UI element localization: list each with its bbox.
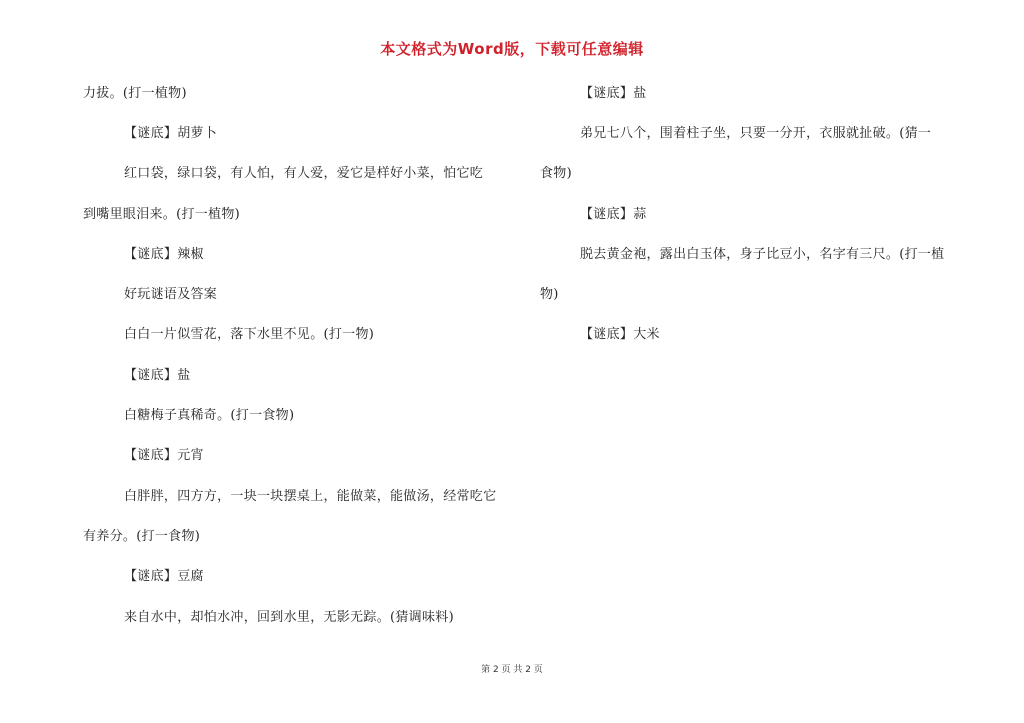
text-line: 白胖胖，四方方，一块一块摆桌上，能做菜，能做汤，经常吃它	[124, 489, 497, 504]
text-line: 红口袋，绿口袋，有人怕，有人爱，爱它是样好小菜，怕它吃	[124, 166, 484, 181]
answer-line: 【谜底】盐	[124, 368, 191, 383]
answer-line: 【谜底】盐	[580, 86, 647, 101]
section-heading: 好玩谜语及答案	[124, 287, 218, 302]
text-line: 白白一片似雪花，落下水里不见。(打一物)	[124, 327, 375, 342]
text-line: 力拔。(打一植物)	[83, 86, 187, 101]
header-banner: 本文格式为Word版，下载可任意编辑	[380, 40, 644, 58]
text-line: 物)	[540, 287, 559, 302]
answer-line: 【谜底】大米	[580, 327, 660, 342]
answer-line: 【谜底】蒜	[580, 207, 647, 222]
answer-line: 【谜底】豆腐	[124, 569, 204, 584]
answer-line: 【谜底】胡萝卜	[124, 126, 218, 141]
text-line: 白糖梅子真稀奇。(打一食物)	[124, 408, 295, 423]
page-footer: 第 2 页 共 2 页	[481, 665, 543, 675]
answer-line: 【谜底】元宵	[124, 448, 204, 463]
text-line: 弟兄七八个，围着柱子坐，只要一分开，衣服就扯破。(猜一	[580, 126, 932, 141]
text-line: 有养分。(打一食物)	[83, 529, 201, 544]
text-line: 来自水中，却怕水冲，回到水里，无影无踪。(猜调味料)	[124, 610, 454, 625]
answer-line: 【谜底】辣椒	[124, 247, 204, 262]
text-line: 到嘴里眼泪来。(打一植物)	[83, 207, 241, 222]
text-line: 食物)	[540, 166, 572, 181]
text-line: 脱去黄金袍，露出白玉体，身子比豆小，名字有三尺。(打一植	[580, 247, 945, 262]
